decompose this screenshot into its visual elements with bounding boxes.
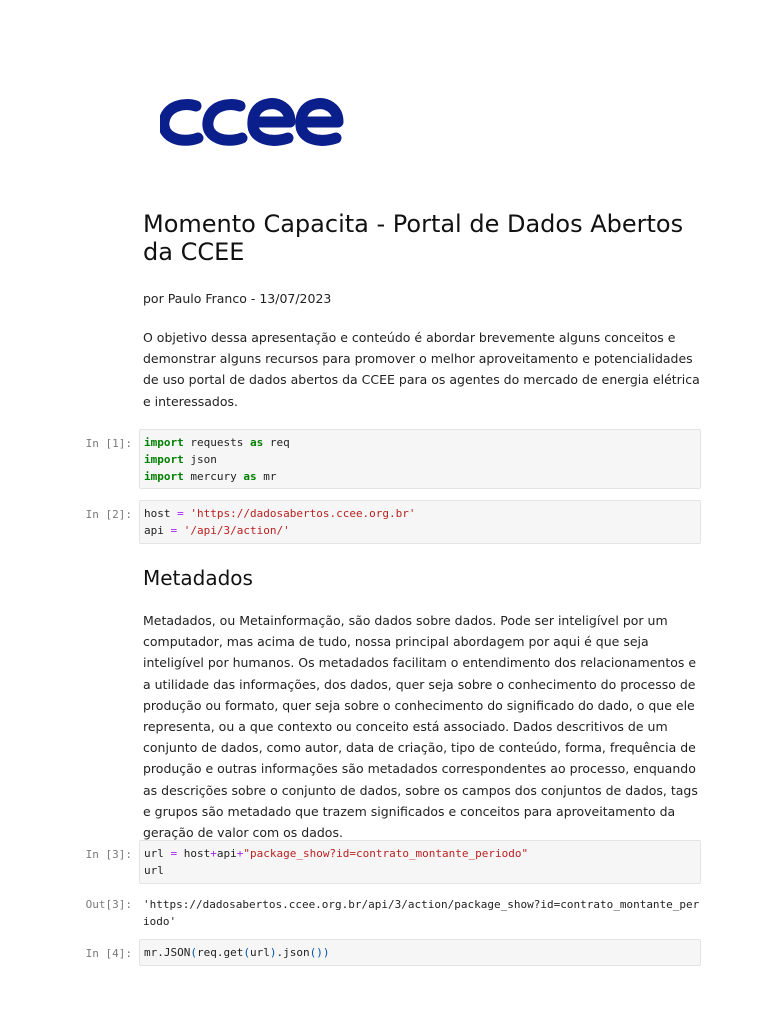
paren: ()) <box>309 946 330 959</box>
code-line <box>144 522 696 539</box>
ccee-logo-icon <box>160 92 352 156</box>
code-text: url <box>249 946 270 959</box>
cell-4-prompt: In [4]: <box>85 947 132 960</box>
operator: + <box>210 847 217 860</box>
code-cell-1[interactable] <box>139 429 701 489</box>
operator: = <box>177 507 184 520</box>
paren: ( <box>243 946 250 959</box>
code-cell-3[interactable] <box>139 840 701 884</box>
code-text: host <box>144 507 178 520</box>
code-line <box>144 845 696 862</box>
output-3-prompt: Out[3]: <box>85 898 132 911</box>
keyword: as <box>249 436 264 449</box>
section-paragraph: Metadados, ou Metainformação, são dados sobre dados. Pode ser inteligível por um computador, mas acima de tudo, nossa principal abordagem por aqui é que seja inteligível por humanos. Os metadados facilitam o entendimento dos relacionamentos e a utilidade das informações, dos dados, quer seja sobre o conhecimento do processo de produção ou formato, quer seja sobre o conhecimento do significado do dado, o que ele representa, ou a que contexto ou conceito está associado. Dados descritivos de um conjunto de dados, como autor, data de criação, tipo de conteúdo, forma, frequência de produção e outras informações são metadados correspondentes ao processo, enquando as descrições sobre o conjunto de dados, sobre os campos dos conjuntos de dados, tags e grupos são metadado que trazem significados e conceitos para aproveitamento da geração de valor com os dados. <box>143 613 698 841</box>
section-title: Metadados <box>143 566 253 590</box>
code-line <box>144 468 696 485</box>
paren: ) <box>269 946 277 959</box>
code-text: .json <box>276 946 310 959</box>
string-literal: '/api/3/action/' <box>183 524 290 537</box>
code-text: mr <box>256 470 277 483</box>
keyword: as <box>243 470 257 483</box>
code-text: req.get <box>196 946 244 959</box>
cell-3-prompt: In [3]: <box>85 848 132 861</box>
operator: = <box>170 524 178 537</box>
code-cell-2[interactable] <box>139 500 701 544</box>
code-text: mercury <box>183 470 244 483</box>
code-line <box>144 451 696 468</box>
code-text: requests <box>183 436 250 449</box>
code-text: url <box>144 864 164 877</box>
string-literal: "package_show?id=contrato_montante_periodo" <box>243 847 529 860</box>
cell-1-prompt: In [1]: <box>85 437 132 450</box>
keyword: import <box>144 436 184 449</box>
code-text: req <box>263 436 290 449</box>
code-text: url <box>144 847 171 860</box>
code-cell-4[interactable] <box>139 939 701 966</box>
operator: = <box>170 847 178 860</box>
paren: ( <box>190 946 197 959</box>
keyword: import <box>144 470 184 483</box>
page-title: Momento Capacita - Portal de Dados Abertos da CCEE <box>143 210 684 266</box>
code-text: api <box>144 524 171 537</box>
code-line <box>144 505 696 522</box>
code-text: json <box>183 453 217 466</box>
code-text: api <box>216 847 237 860</box>
code-text: mr.JSON <box>144 946 191 959</box>
intro-paragraph: O objetivo dessa apresentação e conteúdo é abordar brevemente alguns conceitos e demonstrar alguns recursos para promover o melhor aproveitamento e potencialidades de uso portal de dados abertos da CCEE para os agentes do mercado de energia elétrica e interessados. <box>143 330 700 409</box>
ccee-logo <box>160 92 352 156</box>
code-line <box>144 434 696 451</box>
code-text: host <box>177 847 211 860</box>
code-line <box>144 944 696 961</box>
keyword: import <box>144 453 184 466</box>
operator: + <box>236 847 244 860</box>
string-literal: 'https://dadosabertos.ccee.org.br' <box>190 507 416 520</box>
code-line <box>144 862 696 879</box>
code-text <box>177 524 184 537</box>
cell-2-prompt: In [2]: <box>85 508 132 521</box>
byline: por Paulo Franco - 13/07/2023 <box>143 291 332 306</box>
output-3-text: 'https://dadosabertos.ccee.org.br/api/3/action/package_show?id=contrato_montante_periodo' <box>143 898 700 928</box>
